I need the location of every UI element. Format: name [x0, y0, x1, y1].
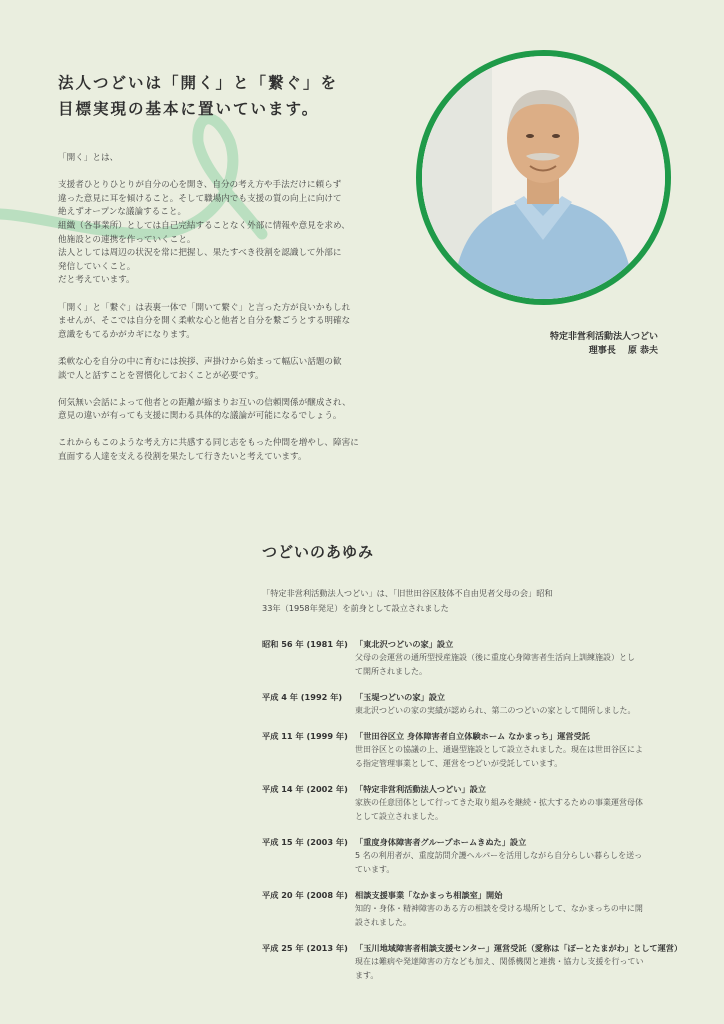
message-line: 意見の違いが有っても支援に関わる具体的な議論が可能になるでしょう。 — [58, 411, 342, 422]
timeline-description — [355, 796, 692, 824]
timeline-body — [355, 888, 692, 930]
message-line: ませんが、そこでは自分を開く柔軟な心と他者と自分を繋ごうとする明確な — [58, 316, 351, 327]
message-line: 組織（各事業所）としては自己完結することなく外部に情報や意見を求め、 — [58, 220, 350, 231]
timeline-body — [355, 690, 692, 718]
message-line: 支援者ひとりひとりが自分の心を開き、自分の考え方や手法だけに頼らず — [58, 180, 342, 191]
message-line: 何気無い会話によって他者との距離が縮まりお互いの信頼関係が醸成され、 — [58, 397, 351, 408]
message-paragraph — [58, 356, 410, 383]
timeline-date: 平成 4 年 (1992 年) — [262, 692, 343, 702]
message-line: 談で人と話すことを習慣化しておくことが必要です。 — [58, 370, 264, 381]
timeline-heading: 「東北沢つどいの家」設立 — [355, 639, 454, 649]
message-body — [58, 152, 410, 478]
message-title-line: 法人つどいは「開く」と「繋ぐ」を — [58, 74, 339, 92]
timeline-description — [355, 704, 692, 718]
timeline-description-line: ています。 — [355, 865, 395, 874]
timeline-heading: 「世田谷区立 身体障害者自立体験ホーム なかまっち」運営受託 — [355, 731, 590, 741]
timeline-heading: 相談支援事業「なかまっち相談室」開始 — [355, 890, 503, 900]
timeline-heading: 「重度身体障害者グループホームきぬた」設立 — [355, 837, 527, 847]
timeline-item — [262, 782, 692, 824]
timeline-description-line: ます。 — [355, 971, 379, 980]
chairman-photo — [416, 50, 671, 305]
timeline-description-line: 東北沢つどいの家の実績が認められ、第二のつどいの家として開所しました。 — [355, 706, 636, 715]
timeline-date: 平成 14 年 (2002 年) — [262, 784, 348, 794]
timeline-description-line: る指定管理事業として、運営をつどいが受託しています。 — [355, 759, 563, 768]
timeline-item — [262, 941, 692, 983]
timeline-description — [355, 955, 692, 983]
timeline-description-line: て開所されました。 — [355, 667, 427, 676]
timeline-body — [355, 637, 692, 679]
timeline-body — [355, 941, 692, 983]
message-line: これからもこのような考え方に共感する同じ志をもった仲間を増やし、障害に — [58, 438, 359, 449]
timeline-description-line: 5 名の利用者が、重度訪問介護ヘルパーを活用しながら自分らしい暮らしを送っ — [355, 851, 643, 860]
message-line: 直面する人達を支える役割を果たして行きたいと考えています。 — [58, 452, 307, 463]
message-line: だと考えています。 — [58, 275, 135, 286]
history-title: つどいのあゆみ — [262, 543, 375, 561]
message-paragraph — [58, 437, 410, 464]
timeline-description — [355, 651, 692, 679]
message-line: 「開く」とは、 — [58, 153, 119, 163]
timeline-heading: 「玉川地域障害者相談支援センター」運営受託（愛称は「ぽーとたまがわ」として運営） — [355, 943, 683, 953]
timeline-description — [355, 902, 692, 930]
timeline-description-line: として設立されました。 — [355, 812, 443, 821]
history-intro — [262, 586, 682, 616]
timeline-item — [262, 690, 692, 718]
timeline-item — [262, 888, 692, 930]
timeline-date: 平成 20 年 (2008 年) — [262, 890, 348, 900]
timeline-description-line: 世田谷区との協議の上、通過型施設として設立されました。現在は世田谷区によ — [355, 745, 643, 754]
timeline-description-line: 家族の任意団体として行ってきた取り組みを継続・拡大するための事業運営母体 — [355, 798, 643, 807]
message-line: 違った意見に耳を傾けること。そして職場内でも支援の質の向上に向けて — [58, 193, 342, 204]
timeline-item — [262, 835, 692, 877]
organization-name: 特定非営利活動法人つどい — [549, 332, 658, 342]
message-line: 発信していくこと。 — [58, 261, 136, 272]
timeline-item — [262, 637, 692, 679]
message-line: 意識をもてるかがカギになります。 — [58, 329, 195, 340]
timeline-description-line: 父母の会運営の通所型授産施設（後に重度心身障害者生活向上訓練施設）とし — [355, 653, 635, 662]
timeline-body — [355, 835, 692, 877]
timeline-item — [262, 729, 692, 771]
timeline-body — [355, 729, 692, 771]
timeline-description — [355, 849, 692, 877]
timeline-heading: 「玉堤つどいの家」設立 — [355, 692, 446, 702]
timeline-heading: 「特定非営利活動法人つどい」設立 — [355, 784, 487, 794]
timeline-description-line: 現在は難病や発達障害の方なども加え、関係機関と連携・協力し支援を行ってい — [355, 957, 644, 966]
timeline-date: 平成 25 年 (2013 年) — [262, 943, 348, 953]
message-line: 他施設との連携を作っていくこと。 — [58, 234, 196, 245]
history-intro-line: 「特定非営利活動法人つどい」は、「旧世田谷区肢体不自由児者父母の会」昭和 — [262, 588, 553, 598]
chairman-caption — [470, 330, 658, 358]
timeline-description-line: 知的・身体・精神障害のある方の相談を受ける場所として、なかまっちの中に開 — [355, 904, 643, 913]
message-line: 柔軟な心を自分の中に育むには挨拶、声掛けから始まって幅広い話題の歓 — [58, 356, 342, 367]
timeline-date: 昭和 56 年 (1981 年) — [262, 639, 348, 649]
chairman-portrait-illustration — [422, 56, 665, 299]
message-line: 「開く」と「繋ぐ」は表裏一体で「開いて繋ぐ」と言った方が良いかもしれ — [58, 302, 351, 313]
message-line: 絶えずオープンな議論すること。 — [58, 207, 187, 218]
message-paragraph — [58, 152, 410, 166]
history-timeline — [262, 637, 692, 994]
message-line: 法人としては周辺の状況を常に把握し、果たすべき役割を認識して外部に — [58, 248, 342, 259]
chairman-name: 理事長 原 恭夫 — [588, 346, 658, 356]
timeline-description — [355, 743, 692, 771]
message-paragraph — [58, 397, 410, 424]
timeline-body — [355, 782, 692, 824]
history-intro-line: 33年（1958年発足）を前身として設立されました — [262, 603, 449, 613]
message-title — [58, 70, 418, 122]
timeline-date: 平成 11 年 (1999 年) — [262, 731, 348, 741]
message-title-line: 目標実現の基本に置いています。 — [58, 100, 320, 118]
timeline-description-line: 設されました。 — [355, 918, 411, 927]
timeline-date: 平成 15 年 (2003 年) — [262, 837, 348, 847]
message-paragraph — [58, 179, 410, 288]
message-paragraph — [58, 302, 410, 343]
